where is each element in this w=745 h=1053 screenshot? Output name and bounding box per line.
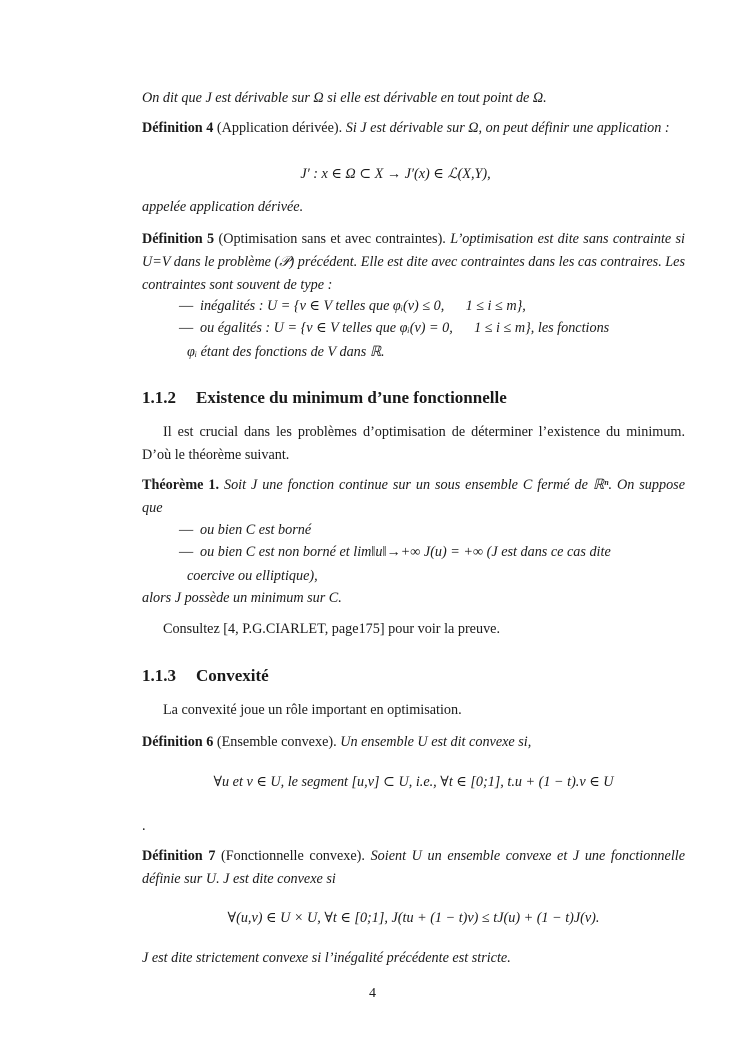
theorem-1 [142,474,685,520]
constraint-item-equalities: — ou égalités : U = {v ∈ V telles que φᵢ(v) = 0, 1 ≤ i ≤ m}, les fonctions [179,320,610,336]
theorem-1-text: Soit J une fonction continue sur un sous ensemble C fermé de ℝⁿ. On suppose que [142,477,685,516]
section-1-1-3-number: 1.1.3 [142,666,176,685]
theorem-1-item-bounded-text: ou bien C est borné [200,522,312,538]
theorem-1-item-bounded: — ou bien C est borné [179,522,312,538]
definition-5-text: L’optimisation est dite sans contrainte si U=V dans le problème (𝒫) précédent. Elle est dite avec contraintes dans les cas contraires. Les contraintes sont souvent de type : [142,231,685,293]
definition-4-label: Définition 4 [142,120,214,136]
definition-6-text: Un ensemble U est dit convexe si, [340,734,532,750]
section-1-1-2-title: Existence du minimum d’une fonctionnelle [196,388,507,407]
definition-7-after: J est dite strictement convexe si l’inégalité précédente est stricte. [142,950,511,966]
definition-4-title: (Application dérivée). [216,120,343,136]
section-1-1-2-heading [142,388,507,408]
definition-4-after: appelée application dérivée. [142,199,304,215]
section-1-1-3-title: Convexité [196,666,269,685]
constraint-item-equalities-text: ou égalités : U = {v ∈ V telles que φᵢ(v) = 0, 1 ≤ i ≤ m}, les fonctions [200,320,610,336]
definition-4-formula: J′ : x ∈ Ω ⊂ X → J′(x) ∈ ℒ(X,Y), [300,166,491,182]
theorem-1-conclusion: alors J possède un minimum sur C. [142,590,342,606]
consult-reference: Consultez [4, P.G.CIARLET, page175] pour voir la preuve. [163,621,501,637]
section-1-1-3-heading [142,666,269,686]
definition-6-dot: . [142,818,146,834]
section-1-1-3-intro: La convexité joue un rôle important en optimisation. [163,702,462,718]
definition-7-title: (Fonctionnelle convexe). [221,848,365,864]
definition-5 [142,228,685,297]
constraint-item-equalities-continued: φᵢ étant des fonctions de V dans ℝ. [187,344,385,360]
theorem-1-label: Théorème 1. [142,477,220,493]
derivability-sentence: On dit que J est dérivable sur Ω si elle est dérivable en tout point de Ω. [142,90,547,106]
section-1-1-2-intro: Il est crucial dans les problèmes d’optimisation de déterminer l’existence du minimum. D’où le théorème suivant. [142,424,685,463]
definition-7-formula: ∀(u,v) ∈ U × U, ∀t ∈ [0;1], J(tu + (1 − t)v) ≤ tJ(u) + (1 − t)J(v). [227,910,600,926]
definition-7-text: Soient U un ensemble convexe et J une fonctionnelle définie sur U. J est dite convexe si [142,848,686,887]
definition-5-label: Définition 5 [142,231,215,247]
definition-7-label: Définition 7 [142,848,216,864]
definition-7 [142,845,685,891]
page-number: 4 [369,986,376,1001]
definition-4-text: Si J est dérivable sur Ω, on peut définir une application : [345,120,670,136]
definition-4 [142,117,685,140]
definition-6-label: Définition 6 [142,734,214,750]
theorem-1-item-unbounded: — ou bien C est non borné et lim‖u‖→+∞ J(u) = +∞ (J est dans ce cas dite [179,544,611,560]
constraint-item-inequalities: — inégalités : U = {v ∈ V telles que φᵢ(v) ≤ 0, 1 ≤ i ≤ m}, [179,298,526,314]
section-1-1-2-number: 1.1.2 [142,388,176,407]
theorem-1-item-unbounded-continued: coercive ou elliptique), [187,568,318,584]
theorem-1-item-unbounded-text: ou bien C est non borné et lim‖u‖→+∞ J(u) = +∞ (J est dans ce cas dite [200,544,611,560]
constraint-item-inequalities-text: inégalités : U = {v ∈ V telles que φᵢ(v) ≤ 0, 1 ≤ i ≤ m}, [200,298,526,314]
definition-6 [142,731,685,754]
definition-5-title: (Optimisation sans et avec contraintes). [218,231,446,247]
definition-6-title: (Ensemble convexe). [216,734,337,750]
definition-6-formula: ∀u et v ∈ U, le segment [u,v] ⊂ U, i.e., ∀t ∈ [0;1], t.u + (1 − t).v ∈ U [213,774,614,790]
